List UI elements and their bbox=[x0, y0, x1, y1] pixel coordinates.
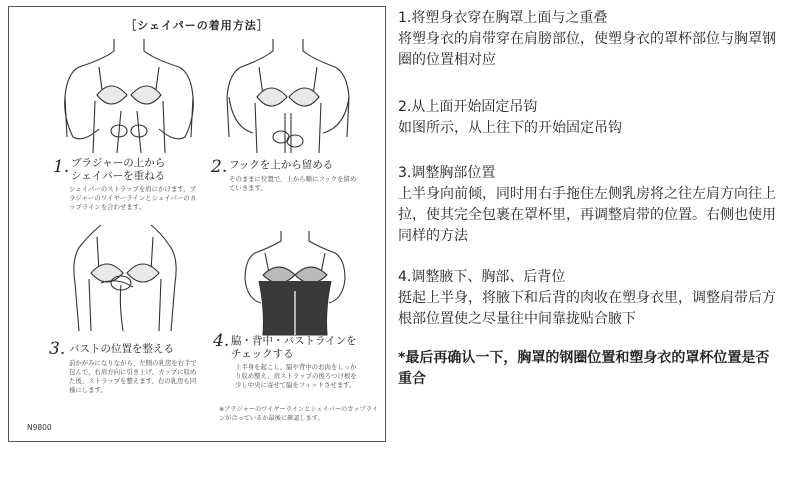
product-code: N9800 bbox=[27, 423, 52, 432]
figure-step-4 bbox=[235, 229, 355, 337]
instruction-4 bbox=[398, 267, 782, 330]
final-check-note: *最后再确认一下，胸罩的钢圈位置和塑身衣的罩杯位置是否重合 bbox=[398, 350, 770, 387]
step-4-heading: 脇・背中・バストラインを チェックする bbox=[231, 335, 357, 360]
instruction-4-body: 挺起上半身，将腋下和后背的肉收在塑身衣里，调整肩带后方根部位置使之尽量往中间靠拢贴合腋下 bbox=[398, 290, 776, 327]
step-2-number: 2. bbox=[211, 157, 228, 177]
step-3-number: 3. bbox=[49, 339, 66, 359]
instruction-1-heading: 1.将塑身衣穿在胸罩上面与之重叠 bbox=[398, 10, 608, 26]
instruction-2-heading: 2.从上面开始固定吊钩 bbox=[398, 99, 538, 115]
step-2-body: そのままに位置で、上から順にフックを留めていきます。 bbox=[229, 175, 357, 192]
step-4-body: 上半身を起こし、脇や背中のお肉をしっかり収め整え、肩ストラップの後ろつけ根を少し中央に寄せて脇をフィットさせます。 bbox=[235, 363, 357, 389]
instruction-2 bbox=[398, 97, 782, 139]
instruction-1 bbox=[398, 8, 782, 71]
panel-footnote: ※ブラジャーのワイヤーラインとシェイパーのカップラインが合っているか最後に確認します。 bbox=[219, 406, 378, 422]
instruction-3 bbox=[398, 163, 782, 247]
step-1-number: 1. bbox=[53, 157, 70, 177]
figure-step-1 bbox=[59, 37, 199, 155]
step-3-body: 前かがみになりながら、左側の乳房を右手で包んで、右肩方向に引き上げ、カップに収めた後、ストラップを整えます。右の乳房も同様にします。 bbox=[69, 359, 197, 394]
step-4-number: 4. bbox=[213, 331, 230, 351]
chinese-instructions bbox=[398, 6, 782, 390]
figure-step-2 bbox=[223, 37, 353, 155]
instruction-3-heading: 3.调整胸部位置 bbox=[398, 165, 496, 181]
step-2-heading: フックを上から留める bbox=[229, 159, 334, 171]
instruction-2-body: 如图所示，从上往下的开始固定吊钩 bbox=[398, 120, 622, 136]
instruction-1-body: 将塑身衣的肩带穿在肩膀部位，使塑身衣的罩杯部位与胸罩钢圈的位置相对应 bbox=[398, 31, 776, 68]
figure-step-3 bbox=[61, 223, 191, 333]
panel-title: ［シェイパーの着用方法］ bbox=[125, 19, 269, 32]
instruction-3-body: 上半身向前倾，同时用右手拖住左侧乳房将之往左肩方向往上拉，使其完全包裹在罩杯里，再调整肩带的位置。右侧也使用同样的方法 bbox=[398, 186, 776, 244]
instruction-illustration-panel bbox=[8, 6, 386, 442]
step-3-heading: バストの位置を整える bbox=[69, 343, 174, 355]
step-1-heading: ブラジャーの上から シェイパーを重ねる bbox=[71, 157, 166, 182]
instruction-4-heading: 4.调整腋下、胸部、后背位 bbox=[398, 269, 566, 285]
step-1-body: シェイパーのストラップを肩にかけます。ブラジャーのワイヤーラインとシェイパーのカップラインを合わせます。 bbox=[69, 185, 197, 211]
